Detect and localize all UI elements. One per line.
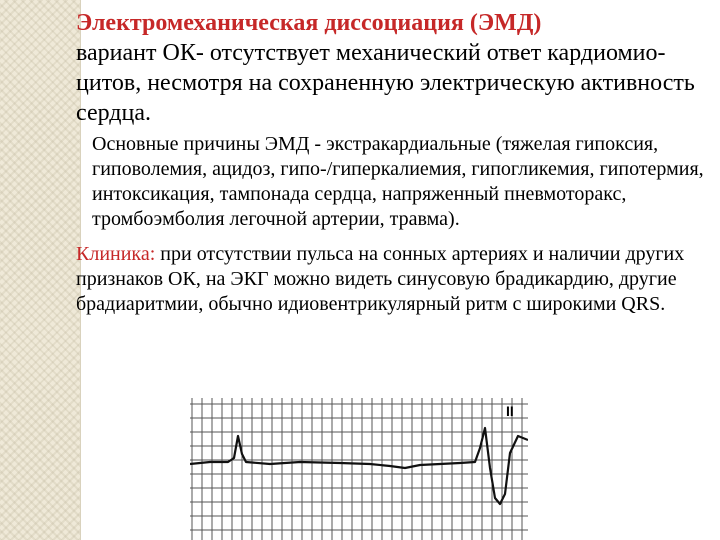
slide-content bbox=[76, 8, 706, 317]
causes-text: Основные причины ЭМД - экстракардиальные (тяжелая гипоксия, гиповолемия, ацидоз, гипо-/гиперкалиемия, гипогликемия, гипотермия, интоксикация, тампонада сердца, напряженный пневмоторакс, тромбоэмболия легочной артерии, травма). bbox=[92, 133, 704, 230]
decorative-sidebar bbox=[0, 0, 81, 540]
clinic-paragraph bbox=[76, 242, 706, 317]
intro-text: вариант ОК- отсутствует механический ответ кардиомио-цитов, несмотря на сохраненную электрическую активность сердца. bbox=[76, 40, 695, 126]
ecg-lead-label: II bbox=[506, 403, 514, 419]
clinic-label: Клиника: bbox=[76, 243, 156, 265]
slide-title: Электромеханическая диссоциация (ЭМД) bbox=[76, 10, 542, 36]
ecg-strip bbox=[190, 398, 528, 540]
clinic-text: при отсутствии пульса на сонных артериях и наличии других признаков ОК, на ЭКГ можно видеть синусовую брадикардию, другие брадиаритмии, обычно идиовентрикулярный ритм с широкими QRS. bbox=[76, 243, 685, 315]
